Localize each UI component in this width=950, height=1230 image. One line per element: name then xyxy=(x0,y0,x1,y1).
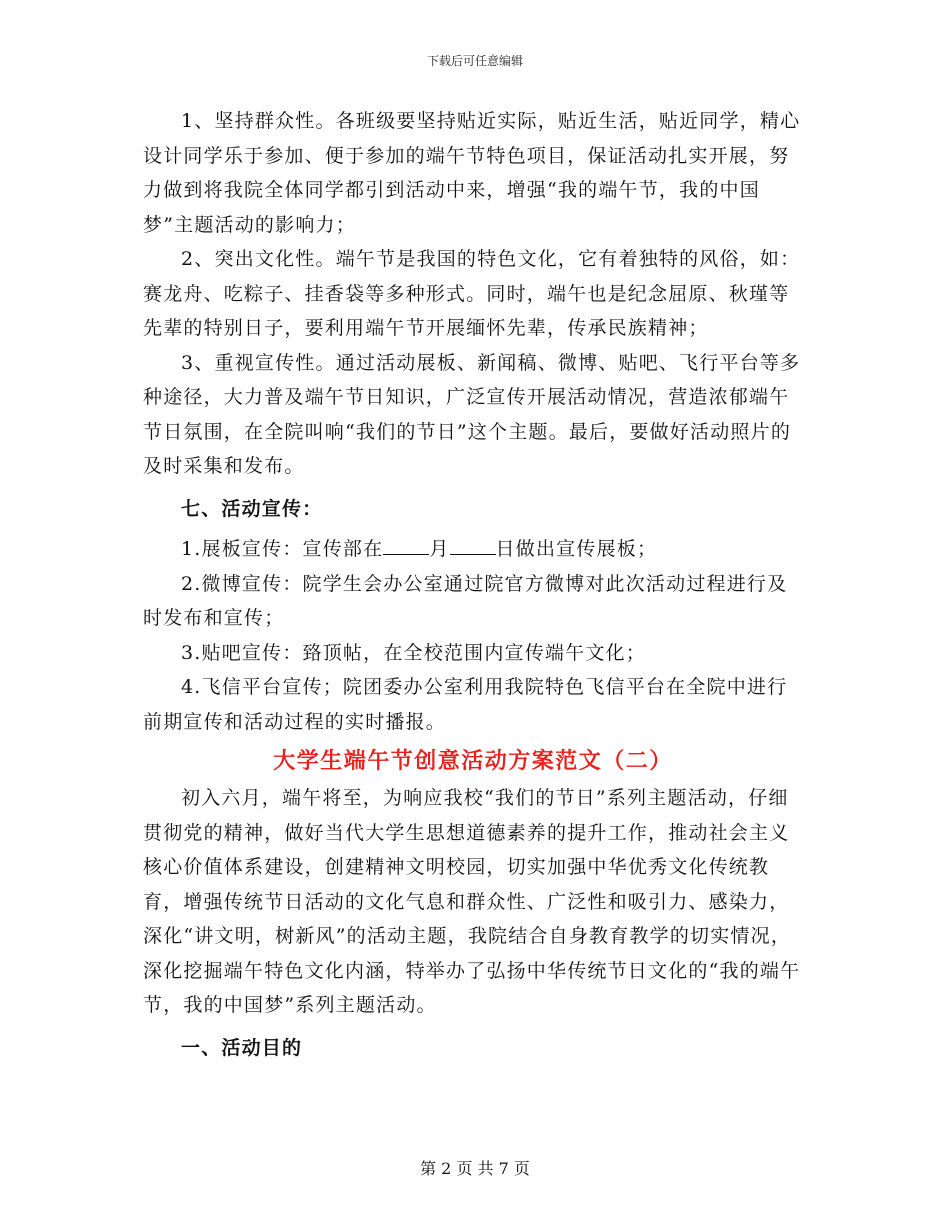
section-heading-purpose: 一、活动目的 xyxy=(181,1036,303,1059)
page-number: 第 2 页 共 7 页 xyxy=(420,1159,530,1178)
blank-underline xyxy=(383,536,429,555)
list-item-text-c: 日做出宣传展板； xyxy=(495,538,658,560)
list-item-text-a: 展板宣传：宣传部在 xyxy=(201,538,384,560)
page-footer xyxy=(0,1156,950,1179)
list-item-number: 1. xyxy=(181,538,202,560)
paragraph-cultural: 2、突出文化性。端午节是我国的特色文化，它有着独特的风俗，如：赛龙舟、吃粽子、挂香袋等多种形式。同时，端午也是纪念屈原、秋瑾等先辈的特别日子，要利用端午节开展缅怀先辈，传承民族精神； xyxy=(143,248,801,339)
blank-underline xyxy=(450,536,496,555)
list-item-weibo: 2.微博宣传：院学生会办公室通过院官方微博对此次活动过程进行及时发布和宣传； xyxy=(143,572,788,629)
paragraph-intro: 初入六月，端午将至，为响应我校“我们的节日”系列主题活动，仔细贯彻党的精神，做好当代大学生思想道德素养的提升工作，推动社会主义核心价值体系建设，创建精神文明校园，切实加强中华优秀文化传统教育，增强传统节日活动的文化气息和群众性、广泛性和吸引力、感染力，深化“讲文明，树新风”的活动主题，我院结合自身教育教学的切实情况，深化挖掘端午特色文化内涵，特举办了弘扬中华传统节日文化的“我的端午节，我的中国梦”系列主题活动。 xyxy=(143,787,801,1016)
paragraph-publicity: 3、重视宣传性。通过活动展板、新闻稿、微博、贴吧、飞行平台等多种途径，大力普及端午节日知识，广泛宣传开展活动情况，营造浓郁端午节日氛围，在全院叫响“我们的节日”这个主题。最后，要做好活动照片的及时采集和发布。 xyxy=(143,351,801,477)
list-item-fetion: 4.飞信平台宣传；院团委办公室利用我院特色飞信平台在全院中进行前期宣传和活动过程的实时播报。 xyxy=(143,676,788,733)
header-text: 下载后可任意编辑 xyxy=(426,54,523,68)
paragraph-mass-participation: 1、坚持群众性。各班级要坚持贴近实际，贴近生活，贴近同学，精心设计同学乐于参加、便于参加的端午节特色项目，保证活动扎实开展，努力做到将我院全体同学都引到活动中来，增强“我的端午节，我的中国梦”主题活动的影响力； xyxy=(143,110,801,236)
section-heading-publicity: 七、活动宣传： xyxy=(181,497,323,520)
list-item-text-b: 月 xyxy=(429,538,450,560)
list-item-tieba: 3.贴吧宣传：臵顶帖，在全校范围内宣传端午文化； xyxy=(181,641,646,664)
document-body xyxy=(143,104,803,1071)
section-title-plan-two: 大学生端午节创意活动方案范文（二） xyxy=(273,748,673,774)
list-item-display-board xyxy=(143,532,803,567)
page-header xyxy=(0,52,950,69)
